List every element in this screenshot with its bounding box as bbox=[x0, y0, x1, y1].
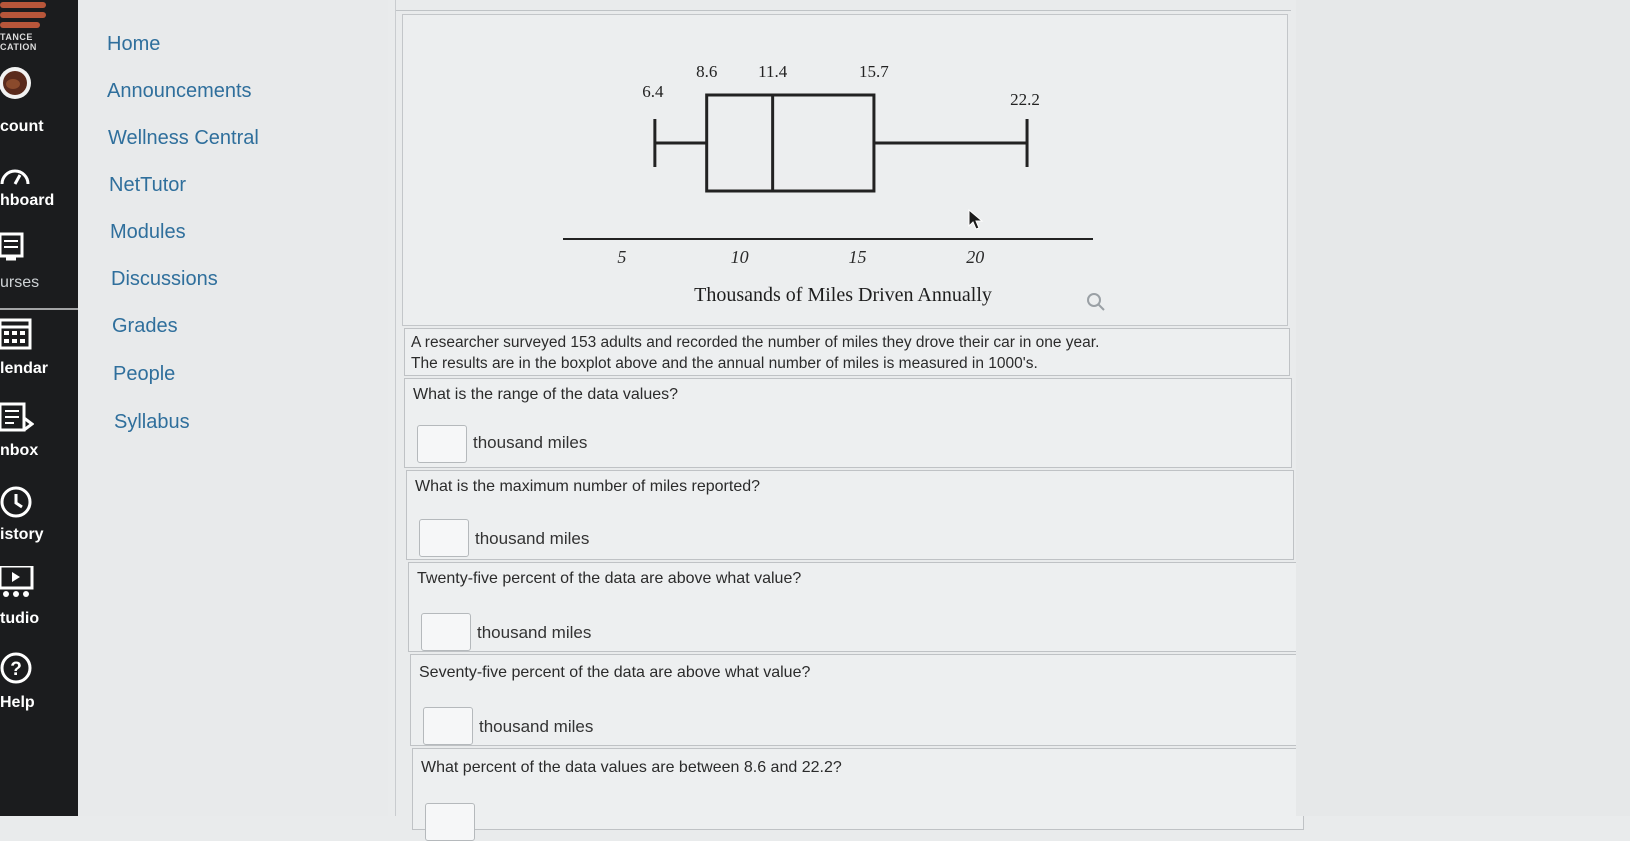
calendar-icon bbox=[0, 318, 34, 352]
global-nav-account-label: count bbox=[0, 118, 44, 135]
question-1-unit: thousand miles bbox=[473, 433, 588, 452]
global-nav-history-label: istory bbox=[0, 526, 44, 543]
question-5 bbox=[412, 748, 1304, 830]
global-nav-studio-label: tudio bbox=[0, 610, 40, 627]
global-nav bbox=[0, 0, 78, 816]
question-2-unit: thousand miles bbox=[475, 529, 590, 548]
question-4 bbox=[410, 654, 1300, 746]
course-nav-nettutor[interactable]: NetTutor bbox=[109, 174, 187, 196]
course-nav-announcements[interactable]: Announcements bbox=[107, 80, 252, 102]
inbox-icon bbox=[0, 402, 34, 436]
course-nav-grades[interactable]: Grades bbox=[112, 315, 178, 337]
question-3-text: Twenty-five percent of the data are above what value? bbox=[417, 570, 802, 587]
question-2-text: What is the maximum number of miles reported? bbox=[415, 478, 761, 495]
question-4-unit: thousand miles bbox=[479, 717, 594, 736]
x-tick-label: 20 bbox=[966, 247, 985, 267]
intro-line-2: The results are in the boxplot above and the annual number of miles is measured in 1000's. bbox=[411, 355, 1038, 372]
magnify-icon[interactable] bbox=[1085, 291, 1109, 315]
divider bbox=[396, 10, 1291, 11]
course-nav-syllabus[interactable]: Syllabus bbox=[114, 411, 190, 433]
question-4-text: Seventy-five percent of the data are above what value? bbox=[419, 664, 811, 681]
intro-line-1: A researcher surveyed 153 adults and recorded the number of miles they drove their car in one year. bbox=[411, 334, 1100, 351]
course-nav-discussions[interactable]: Discussions bbox=[111, 268, 218, 290]
boxplot-chart bbox=[403, 15, 1287, 325]
global-nav-dashboard-label: hboard bbox=[0, 192, 55, 209]
global-nav-calendar-label: lendar bbox=[0, 360, 49, 377]
logo-line-1: TANCE bbox=[0, 32, 33, 42]
courses-icon bbox=[0, 232, 34, 266]
q3-label: 15.7 bbox=[859, 62, 889, 81]
global-nav-inbox-label: nbox bbox=[0, 442, 39, 459]
global-nav-help-label: Help bbox=[0, 694, 35, 711]
course-nav-wellness[interactable]: Wellness Central bbox=[108, 127, 259, 149]
quiz-content bbox=[395, 0, 1296, 816]
question-2-answer-input[interactable] bbox=[419, 519, 469, 557]
question-1 bbox=[404, 378, 1292, 468]
question-1-text: What is the range of the data values? bbox=[413, 386, 679, 403]
course-nav-home[interactable]: Home bbox=[107, 33, 161, 55]
median-label: 11.4 bbox=[758, 62, 788, 81]
course-nav-modules[interactable]: Modules bbox=[110, 221, 186, 243]
min-label: 6.4 bbox=[642, 82, 664, 101]
logo-line-2: CATION bbox=[0, 42, 37, 52]
iqr-box bbox=[707, 95, 874, 191]
svg-text:?: ? bbox=[10, 659, 22, 680]
question-5-answer-input[interactable] bbox=[425, 803, 475, 841]
x-axis-label: Thousands of Miles Driven Annually bbox=[694, 284, 992, 306]
course-nav bbox=[78, 0, 388, 816]
x-tick-label: 15 bbox=[848, 247, 867, 267]
global-nav-courses-label: urses bbox=[0, 274, 40, 291]
question-1-answer-input[interactable] bbox=[417, 425, 467, 463]
question-2 bbox=[406, 470, 1294, 560]
account-icon bbox=[0, 66, 34, 100]
mouse-cursor-icon bbox=[968, 209, 984, 231]
page-margin bbox=[1296, 0, 1630, 816]
q1-label: 8.6 bbox=[696, 62, 718, 81]
institution-logo[interactable] bbox=[0, 0, 50, 55]
x-tick-label: 10 bbox=[730, 247, 749, 267]
x-tick-label: 5 bbox=[617, 247, 627, 267]
question-3-unit: thousand miles bbox=[477, 623, 592, 642]
question-3-answer-input[interactable] bbox=[421, 613, 471, 651]
active-indicator bbox=[0, 308, 78, 310]
history-icon bbox=[0, 486, 34, 520]
help-icon bbox=[0, 652, 34, 686]
max-label: 22.2 bbox=[1010, 90, 1040, 109]
question-5-text: What percent of the data values are between 8.6 and 22.2? bbox=[421, 759, 842, 776]
question-4-answer-input[interactable] bbox=[423, 707, 473, 745]
studio-icon bbox=[0, 566, 34, 600]
question-intro bbox=[404, 328, 1290, 376]
course-nav-people[interactable]: People bbox=[113, 363, 176, 385]
boxplot-figure bbox=[402, 14, 1288, 326]
question-3 bbox=[408, 562, 1298, 652]
dashboard-icon bbox=[0, 160, 34, 194]
